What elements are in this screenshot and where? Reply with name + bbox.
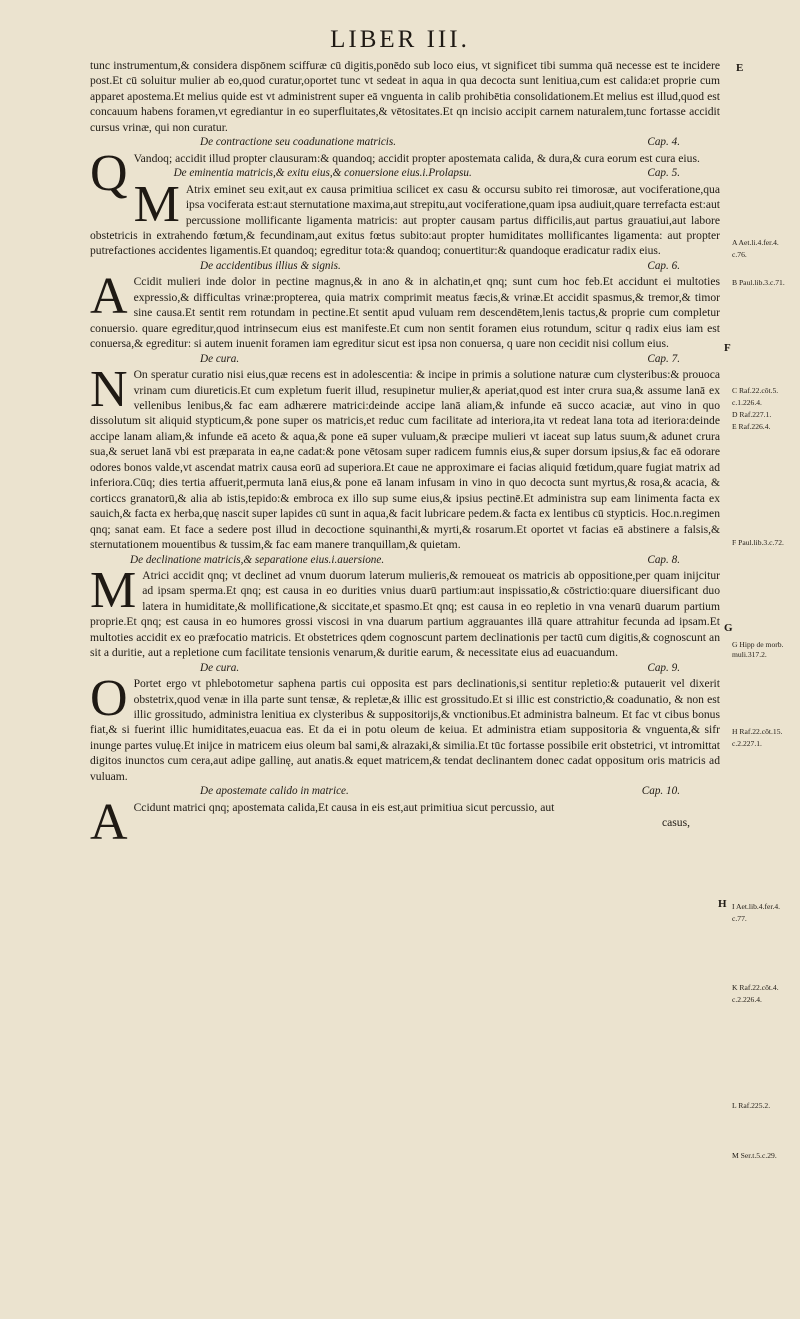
initial-letter: A [90, 268, 128, 326]
heading-title: De contractione seu coadunatione matricis. [200, 136, 397, 149]
chapter-number: Cap. 7. [647, 352, 680, 365]
paragraph [90, 561, 720, 661]
margin-note: G Hipp de morb. [732, 640, 784, 649]
paragraph-text: Portet ergo vt phlebotometur saphena partis cui opposita est pars declinationis,si sentitur repletio:& putauerit vel dixerit obstetrix,quod venæ in illa parte sunt tensæ, & repletæ,& illic est grossitudo.Et si illic est constrictio,& coadunatio, & non est illic grossitudo, administra lenitiua ex clysteribus & suppositorijs,& vnctionibus.Et administra balneum. Et fac vt cibus bonus fiat,& si fuerint illic humiditates,euacua eas. Et da ei in potu oleum de keiua. Et administra etiam suppositoria & vnguenta,& sifr inunge partes vuluę.Et inijce in matricem eius oleum bal sami,& alrazaki,& similia.Et tūc fortasse possibile erit obstetrici, vt intromittat digitos inunctos cum cera,aut adipe gallinę, aut anatis.& equet matricem,& tendat declinantem donec cadat oppositum oris matricis ad vuluam. [90, 677, 720, 783]
paragraph [90, 670, 720, 784]
margin-note: E Raf.226.4. [732, 422, 771, 431]
initial-letter: O [90, 670, 128, 728]
paragraph-text: Vandoq; accidit illud propter clausuram:& quandoq; accidit propter apostemata calida, & dura,& cura eorum est cura eius. [133, 151, 700, 165]
paragraph-text: Atrix eminet seu exit,aut ex causa primitiua scilicet ex casu & occursu subito rei timorosæ, aut vociferatione,qua ipsa vociferata est:aut sternutatione maxima,aut strepitu,aut vociferatione,quam ipsa audiuit,quare terrefacta est:aut percussione mollificante ligamenta matricis: aut propter causam partus difficilis,aut partus grauatiui,aut labore obstetricis in extrahendo fœtum,& fecundinam,aut exitus fœtus subito:aut propter humiditates mollificantes ligamenta: aut propter putrefactiones accidentes ligamentis.Et quandoq; egreditur tota:& quandoq; conuertitur:& quandoque eradicatur radix eius. [90, 182, 720, 258]
heading-title: De cura. [200, 661, 240, 674]
chapter-heading [90, 135, 720, 150]
initial-letter: M [133, 175, 180, 233]
section-marker: E [736, 62, 744, 74]
heading-title: De eminentia matricis,& exitu eius,& conuersione eius.i.Prolapsu. [173, 167, 472, 180]
initial-letter: A [90, 793, 128, 851]
chapter-heading [90, 553, 720, 568]
margin-note: L Raf.225.2. [732, 1101, 771, 1110]
chapter-heading [90, 661, 720, 676]
initial-letter: M [90, 561, 137, 619]
chapter-heading [134, 166, 720, 181]
margin-note: A Aet.li.4.fer.4. [732, 238, 779, 247]
paragraph [90, 361, 720, 552]
margin-note: c.2.226.4. [732, 995, 762, 1004]
margin-note: H Raf.22.cōt.15. [732, 727, 783, 736]
margin-note: c.76. [732, 250, 747, 259]
heading-title: De apostemate calido in matrice. [200, 785, 349, 798]
paragraph-text: Atrici accidit qnq; vt declinet ad vnum duorum laterum mulieris,& remoueat os matricis ab oppositione,per quam inijcitur ad ipsam sperma.Et qnq; est causa in eo durities vnius duarū partium:aut inspissatio,& cōstrictio:quare diuersificant duo latera in humiditate,& mollificatione,& siccitate,et spasmo.Et qnq; est causa in eo repletio in vna venarū duarum partium proprie.Et qnq; est causa in eo humores grossi viscosi in vna duarum partium aggrauantes illā quare attrahitur fecunda ad ipsam.Et multoties accidit ex eo præfocatio matricis. Et obstetrices qdem cognoscunt partem declinationis per tactū cum digitis,& cognoscunt an sit a duritie, aut a repletione cum facilitate tensionis venarum,& duritie earum, & necessitate eius ad euacuandum. [90, 568, 720, 660]
margin-note: C Raf.22.cōt.5. [732, 386, 779, 395]
chapter-number: Cap. 5. [647, 167, 680, 180]
chapter-heading [90, 784, 720, 799]
margin-note: I Aet.lib.4.fer.4. [732, 902, 781, 911]
margin-note: c.2.227.1. [732, 739, 762, 748]
margin-note: B Paul.lib.3.c.71. [732, 278, 785, 287]
margin-note: K Raf.22.cōt.4. [732, 983, 779, 992]
chapter-number: Cap. 10. [641, 785, 680, 798]
chapter-number: Cap. 4. [647, 136, 680, 149]
paragraph-text: On speratur curatio nisi eius,quæ recens est in adolescentia: & incipe in primis a solutione naturæ cum clysteribus:& prouoca vrinam cum diureticis.Et cum expletum fuerit illud, resupinetur mulier,& aperiat,quod est inter crura sua,& assume lanā ex vellenibus lenibus,& fac eam adhærere matrici:deinde accipe lanā aliam,& infunde eā succo acaciæ, aut vino in quo dissolutum sit aliquid stypticum,& pone super os matricis,et reduc cum facilitate ad interiora,ita vt redeat lana tota ad iteriora:deinde accipe lanam aliam,& infunde eā aceto & aqua,& pone eā super vuluam,& præcipe mulieri vt iaceat sup latus suum,& adunet crura sua,& seruet lanā vbi est præparata in ea,ne cadat:& pone vētosam super radicem fumnis eius,& super dorsum ipsius,& fac eā odorare odores bonos valde,vt ascendat matrix causa eorū ad superiora.Et caue ne approximare ei facias aliquid fœtidum,quare fugiat matrix ad inferiora.Cūq; dies tertia affuerit,permuta lanā eius,& pone eā lanam infusam in vino in quo decocta sunt myrtus,& rosa,& acacia, & corticcs granatorū,& alia ab istis,tepido:& embroca ex illo sup sume eius,& ipsius pectinē.Et administra sup eam linimenta facta ex sauich,& facta ex herba,quę nascit super lapides cū sunt in aqua,& facit lubricare pedem.& facta ex lentibus cū stypticis. Hoc.n.regimen qnq; sanat eam. Et face a sedere post illud in decoctione squinanthi,& myrti,& rosarum.Et oportet vt facias eā abstinere a falsis,& sternutationem mouentibus & tussim,& fac eam manere tranquillam,& quietam. [90, 368, 720, 552]
heading-title: De declinatione matricis,& separatione eius.i.auersione. [130, 553, 385, 566]
margin-note: F Paul.lib.3.c.72. [732, 538, 784, 547]
chapter-number: Cap. 9. [647, 661, 680, 674]
text-column [90, 58, 720, 851]
paragraph-text: Ccidit mulieri inde dolor in pectine magnus,& in ano & in alchatin,et qnq; sunt cum hoc feb.Et accidunt ei multoties expressio,& difficultas vrinæ:propterea, quia matrix comprimit meatus fæcis,& vrinæ.Et accidit spasmus,& tremor,& timor sine causa.Et sentit rem rotundam in pectine.Et sentit apud vuluam rem descendētem,lenis tactus,& proprie cum completur conuersio. quare egreditur,quod intrinsecum eius est manifeste.Et cum non sentit foramen eius rotundum, scitur q radix eius iam est conuersa,& egreditur: si autem inuenit foramen iam egreditur sicut est ipsa non conuersa, q uare non cecidit nisi collum eius. [90, 275, 720, 351]
margin-note: c.1.226.4. [732, 398, 762, 407]
chapter-heading [90, 352, 720, 367]
initial-letter: N [90, 361, 128, 419]
chapter-number: Cap. 6. [647, 259, 680, 272]
chapter-number: Cap. 8. [647, 553, 680, 566]
margin-note: muli.317.2. [732, 650, 767, 659]
margin-note: c.77. [732, 914, 747, 923]
section-marker: F [724, 342, 731, 354]
running-head: LIBER III. [330, 26, 470, 53]
paragraph: tunc instrumentum,& considera dispōnem sciffuræ cū digitis,ponēdo sub loco eius, vt significet tibi summa quā necesse est te incidere post.Et cū soluitur mulier ab eo,quod curatur,oportet tunc vt sedeat in aqua in qua decocta sunt lenitiua,cum est calida:et proprie cum apparet apostema.Et melius quide est vt administrent super eā vnguenta in calib prohibētia consolidationem.Et melius est illud,quod est concauum habens foramen,vt egrediantur in eo superfluitates,& vētositates.Et qn incisio accipit carnem naturalem,tunc fortasse accidit cursus vrinæ, qui non curatur. [90, 59, 720, 134]
heading-title: De cura. [200, 352, 240, 365]
paragraph [90, 175, 720, 259]
initial-letter: Q [90, 144, 128, 202]
section-marker: H [718, 898, 727, 910]
heading-title: De accidentibus illius & signis. [200, 259, 341, 272]
section-marker: G [724, 622, 733, 634]
paragraph-text: Ccidunt matrici qnq; apostemata calida,Et causa in eis est,aut primitiua sicut percussio, aut [133, 800, 555, 814]
margin-note: M Ser.t.5.c.29. [732, 1151, 777, 1160]
catchword: casus, [661, 816, 690, 830]
chapter-heading [90, 259, 720, 274]
margin-note: D Raf.227.1. [732, 410, 772, 419]
paragraph [90, 268, 720, 351]
